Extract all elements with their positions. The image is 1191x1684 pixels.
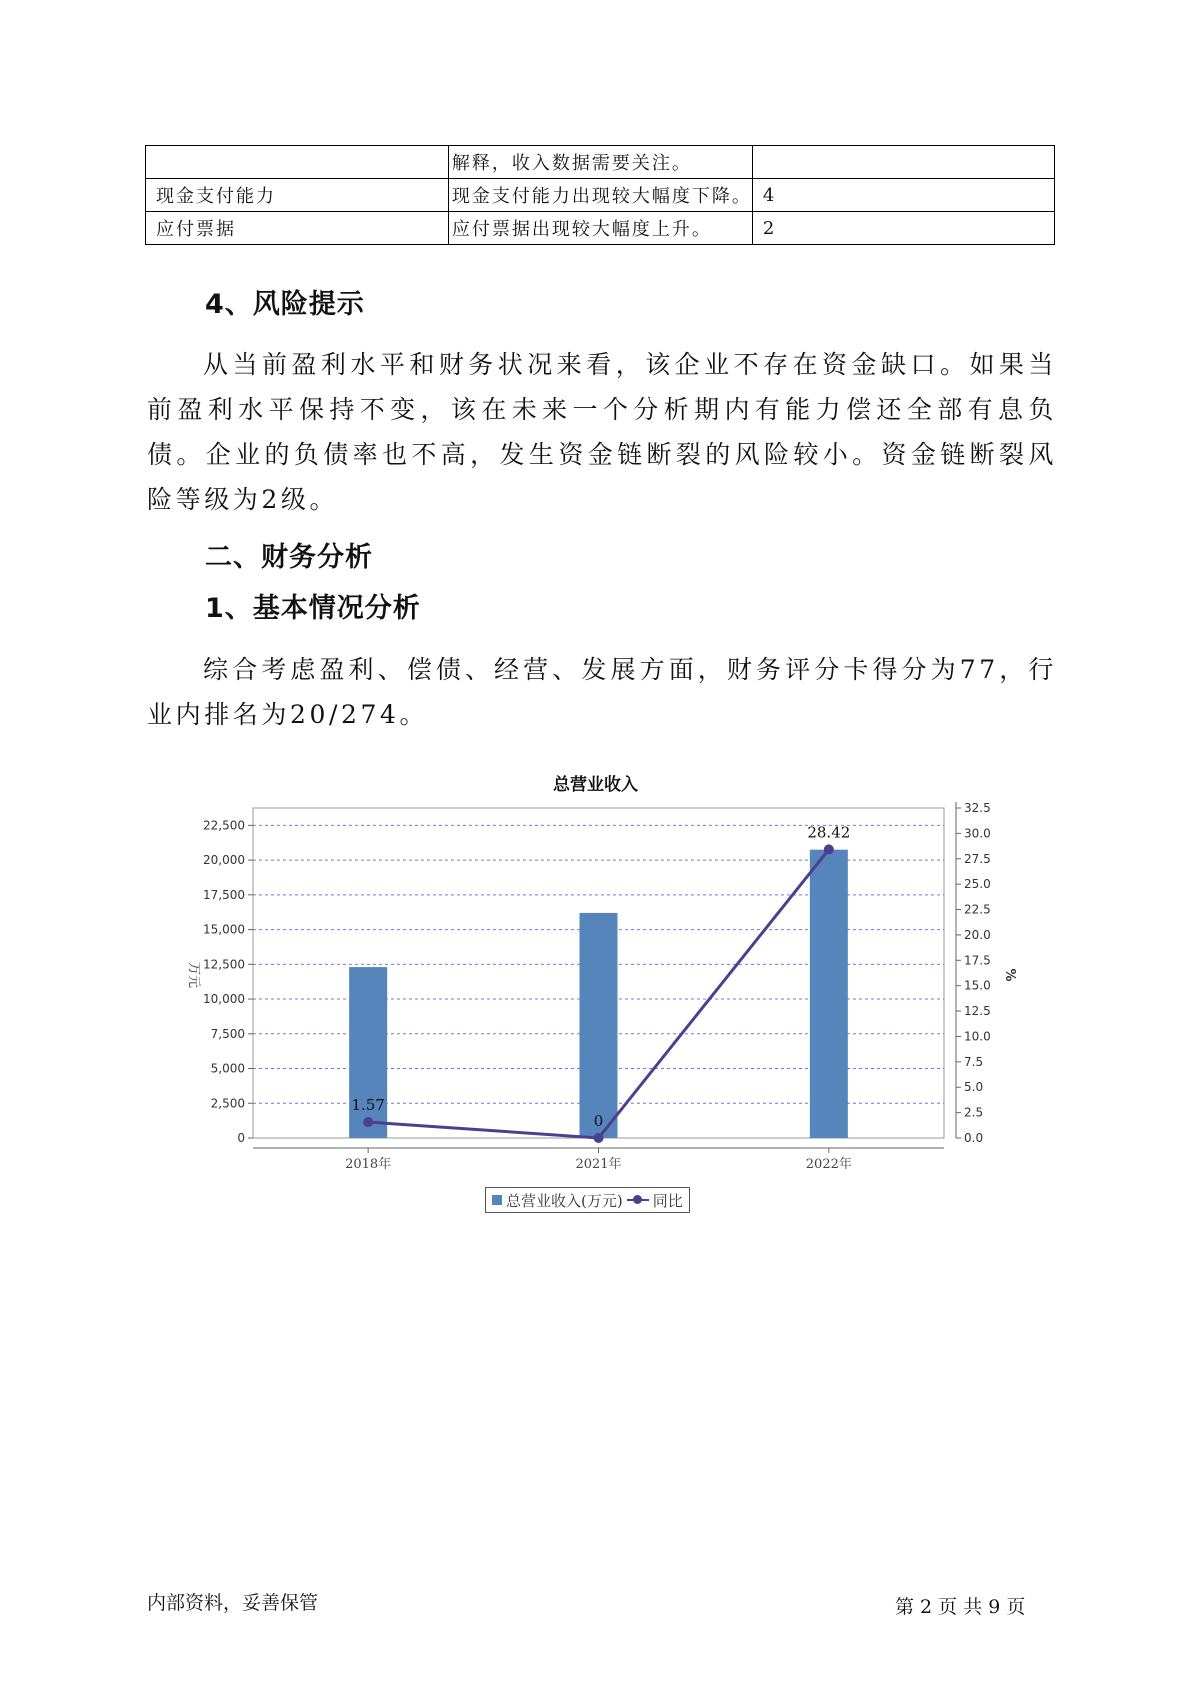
y-tick-label: 2,500: [210, 1096, 245, 1111]
y2-tick-label: 32.5: [964, 801, 991, 815]
chart-legend: [485, 1187, 690, 1213]
chart-title: 总营业收入: [553, 775, 638, 795]
y2-tick-label: 25.0: [964, 877, 991, 892]
y2-tick-label: 30.0: [964, 826, 991, 841]
revenue-bar: [580, 913, 618, 1138]
table-cell-level: 4: [752, 179, 1054, 212]
y2-axis-title: %: [1002, 968, 1017, 982]
y2-tick-label: 17.5: [964, 953, 991, 968]
legend-line-label: 同比: [652, 1191, 683, 1210]
table-cell-description: 现金支付能力出现较大幅度下降。: [448, 179, 752, 212]
y-tick-label: 0: [237, 1131, 245, 1145]
y-tick-label: 20,000: [203, 853, 245, 868]
yoy-point: [363, 1117, 373, 1127]
y2-tick-label: 12.5: [964, 1004, 991, 1019]
yoy-point: [824, 844, 834, 854]
y2-tick-label: 20.0: [964, 927, 991, 942]
section-heading-financial-analysis: 二、财务分析: [205, 542, 373, 573]
table-cell-description: 应付票据出现较大幅度上升。: [448, 212, 752, 245]
y2-tick-label: 7.5: [964, 1054, 984, 1069]
legend-bar-swatch: [492, 1195, 502, 1205]
yoy-data-label: 28.42: [807, 823, 851, 842]
y-tick-label: 5,000: [210, 1061, 245, 1076]
yoy-point: [594, 1133, 604, 1143]
y-tick-label: 15,000: [203, 922, 245, 937]
table-cell-description: 解释，收入数据需要关注。: [448, 146, 752, 179]
y-tick-label: 22,500: [203, 818, 245, 833]
y2-tick-label: 15.0: [964, 978, 991, 993]
table-cell-item: 应付票据: [146, 212, 449, 245]
table-cell-level: 2: [752, 212, 1054, 245]
table-cell-item: 现金支付能力: [146, 179, 449, 212]
x-tick-label: 2022年: [805, 1157, 852, 1172]
x-tick-label: 2021年: [575, 1157, 622, 1172]
y-tick-label: 12,500: [203, 957, 245, 972]
section-heading-risk: 4、风险提示: [205, 289, 365, 320]
y2-tick-label: 0.0: [964, 1131, 984, 1145]
y-tick-label: 7,500: [210, 1026, 245, 1041]
y-axis-title: 万元: [186, 961, 201, 989]
y2-tick-label: 22.5: [964, 902, 991, 917]
sub-heading-basic-analysis: 1、基本情况分析: [205, 593, 421, 624]
yoy-data-label: 0: [593, 1112, 604, 1130]
x-tick-label: 2018年: [345, 1157, 392, 1172]
revenue-bar: [810, 850, 848, 1138]
footer-page-number: 第 2 页 共 9 页: [895, 1596, 1026, 1618]
yoy-data-label: 1.57: [351, 1096, 385, 1115]
legend-bar-label: 总营业收入(万元): [506, 1191, 623, 1210]
legend-line-swatch: [627, 1199, 649, 1201]
y-tick-label: 10,000: [203, 992, 245, 1007]
basic-analysis-paragraph: 综合考虑盈利、偿债、经营、发展方面，财务评分卡得分为77，行业内排名为20/274。: [147, 655, 1057, 729]
risk-paragraph: 从当前盈利水平和财务状况来看，该企业不存在资金缺口。如果当前盈利水平保持不变，该在未来一个分析期内有能力偿还全部有息负债。企业的负债率也不高，发生资金链断裂的风险较小。资金链断裂风险等级为2级。: [147, 350, 1057, 514]
footer-confidential-note: 内部资料，妥善保管: [147, 1592, 319, 1614]
y-tick-label: 17,500: [203, 887, 245, 902]
y2-tick-label: 10.0: [964, 1029, 991, 1044]
y2-tick-label: 2.5: [964, 1105, 984, 1120]
y2-tick-label: 5.0: [964, 1080, 984, 1095]
y2-tick-label: 27.5: [964, 851, 991, 866]
